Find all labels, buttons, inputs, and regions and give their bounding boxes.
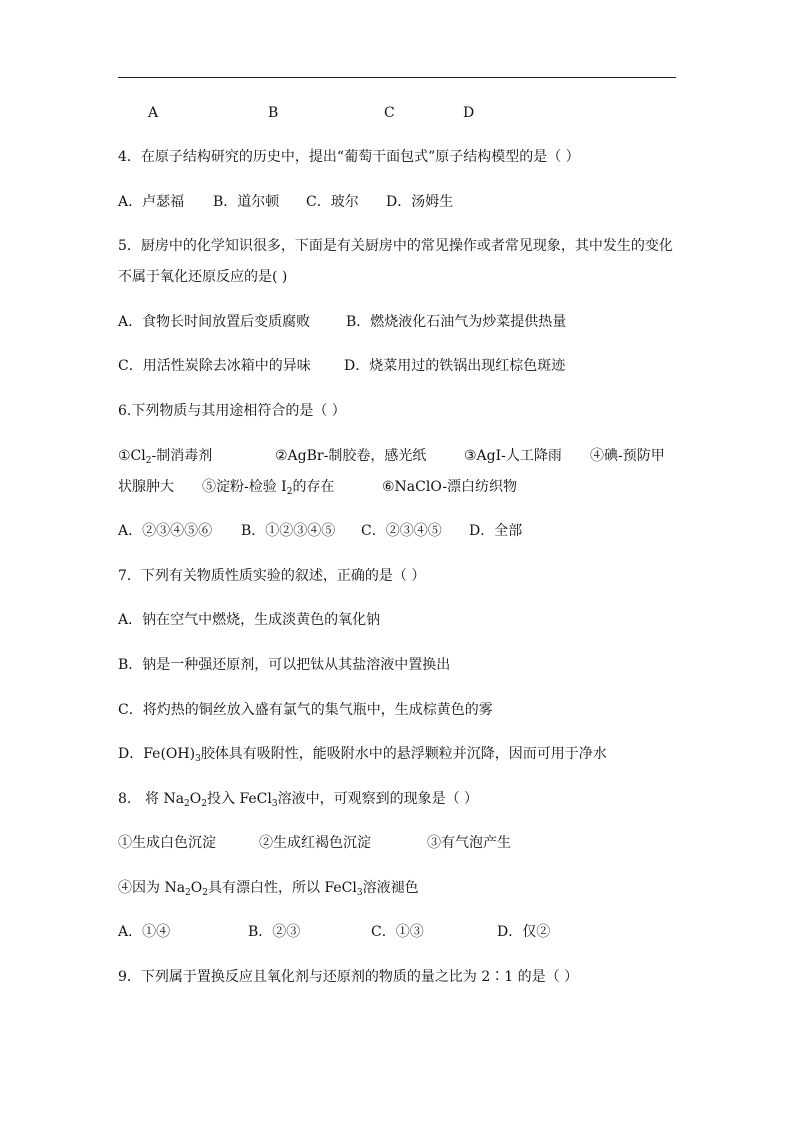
q8-option-b: B．②③ (248, 924, 301, 940)
q4-stem: 4．在原子结构研究的历史中，提出“葡萄干面包式”原子结构模型的是（ ） (118, 149, 580, 165)
label-a: A (148, 105, 159, 121)
q8-stem: 将 $Na_2O_2$投入 FeCl$_3$溶液中，可观察到的现象是（ ） (145, 791, 479, 809)
q5-stem-line2: 不属于氧化还原反应的是( ) (118, 269, 288, 285)
q6-item4-part1: ④碘-预防甲 (590, 448, 665, 464)
q8-item1: ①生成白色沉淀 (118, 835, 216, 851)
q5-option-c: C．用活性炭除去冰箱中的异味 (118, 358, 311, 374)
q6-item5: ⑤淀粉-检验 $I_2$的存在 (202, 479, 335, 497)
q7-stem: 7．下列有关物质性质实验的叙述，正确的是（ ） (118, 568, 426, 584)
q7-option-d: D．$Fe(OH)_3$胶体具有吸附性，能吸附水中的悬浮颗粒并沉降，因而可用于净水 (118, 746, 607, 764)
q8-number: 8. (118, 791, 132, 807)
q6-stem: 6.下列物质与其用途相符合的是（ ） (118, 403, 346, 419)
top-rule (118, 77, 676, 78)
label-d: D (463, 105, 475, 121)
q6-option-a: A．②③④⑤⑥ (118, 523, 213, 539)
q5-option-d: D．烧菜用过的铁锅出现红棕色斑迹 (344, 358, 566, 374)
q4-option-b: B．道尔顿 (213, 194, 280, 210)
q7-option-b: B．钠是一种强还原剂，可以把钛从其盐溶液中置换出 (118, 657, 451, 673)
label-c: C (384, 105, 395, 121)
q6-item1: $①Cl_2-$制消毒剂 (118, 448, 213, 466)
q6-option-d: D．全部 (469, 523, 523, 539)
q4-option-a: A．卢瑟福 (118, 194, 185, 210)
q8-option-c: C．①③ (371, 924, 424, 940)
q6-item3: ③AgI-人工降雨 (464, 448, 562, 464)
q7-option-c: C．将灼热的铜丝放入盛有氯气的集气瓶中，生成棕黄色的雾 (118, 702, 493, 718)
q4-option-d: D．汤姆生 (386, 194, 454, 210)
label-b: B (268, 105, 279, 121)
q6-item2: ②AgBr-制胶卷，感光纸 (275, 448, 427, 464)
q6-option-b: B．①②③④⑤ (241, 523, 336, 539)
q7-option-a: A．钠在空气中燃烧，生成淡黄色的氧化钠 (118, 612, 381, 628)
q8-option-d: D．仅② (497, 924, 551, 940)
q5-stem-line1: 5．厨房中的化学知识很多，下面是有关厨房中的常见操作或者常见现象，其中发生的变化 (118, 238, 673, 254)
q8-item4: ④因为 $Na_2O_2$具有漂白性，所以 FeCl$_3$溶液褪色 (118, 880, 419, 898)
q5-option-b: B．燃烧液化石油气为炒菜提供热量 (346, 314, 567, 330)
q8-item3: ③有气泡产生 (427, 835, 511, 851)
q8-option-a: A．①④ (118, 924, 171, 940)
q6-item4-part2: 状腺肿大 (118, 479, 174, 495)
q5-option-a: A．食物长时间放置后变质腐败 (118, 314, 311, 330)
q9-stem: 9．下列属于置换反应且氧化剂与还原剂的物质的量之比为 2∶1 的是（ ） (118, 969, 579, 985)
q4-option-c: C．玻尔 (306, 194, 359, 210)
q6-item6: ⑥NaClO-漂白纺织物 (382, 479, 518, 495)
q8-item2: ②生成红褐色沉淀 (259, 835, 371, 851)
q6-option-c: C．②③④⑤ (361, 523, 442, 539)
